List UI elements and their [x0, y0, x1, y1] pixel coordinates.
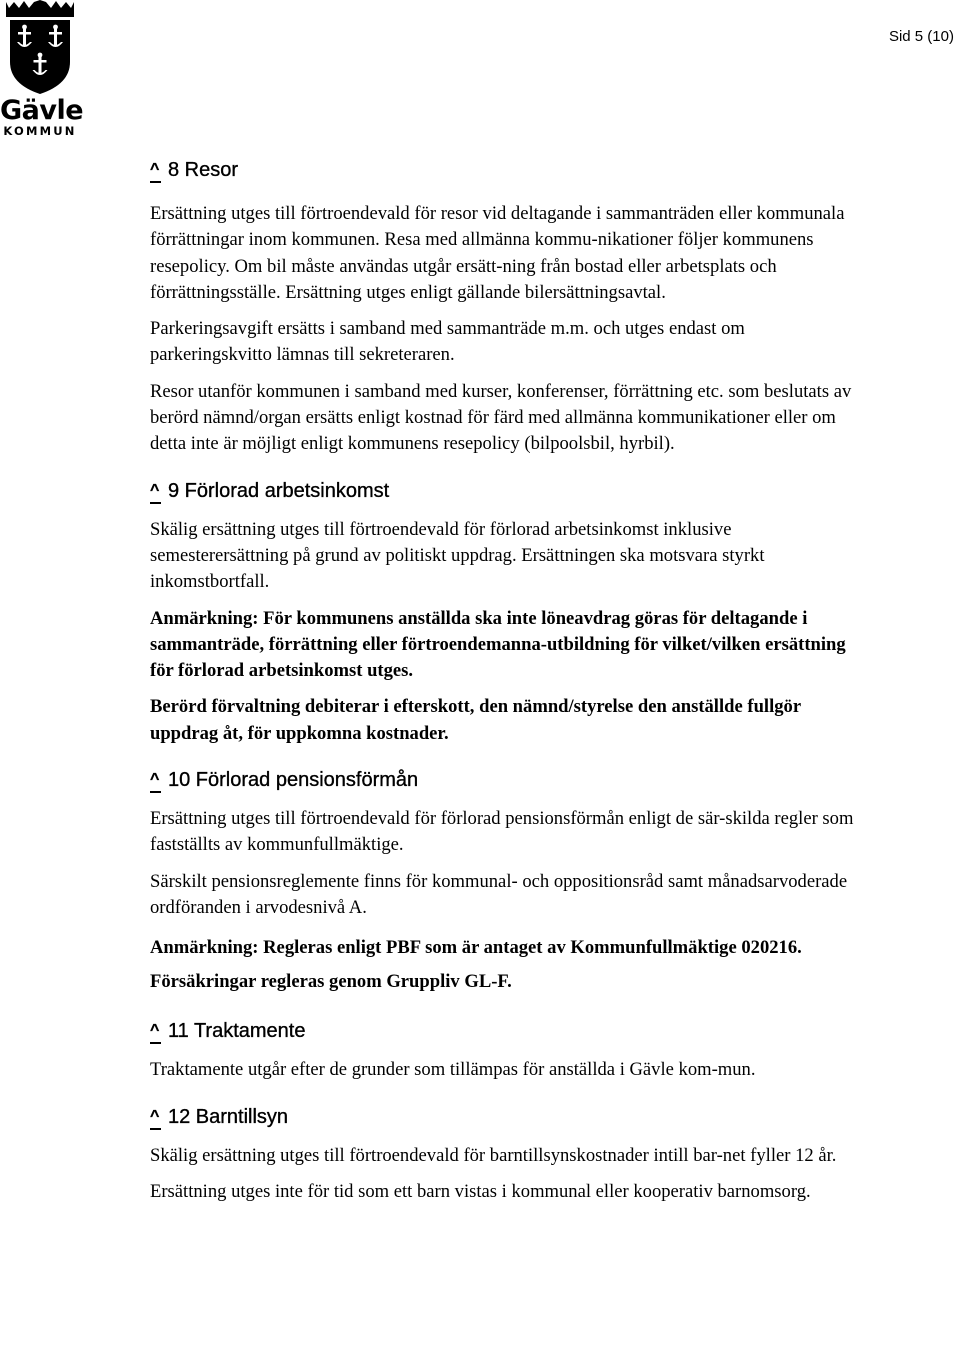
paragraph: Parkeringsavgift ersätts i samband med sammanträde m.m. och utges endast om parkeringskvitto lämnas till sekreteraren.	[150, 318, 745, 366]
heading-marker-icon: ^	[150, 161, 160, 178]
paragraph: Skälig ersättning utges till förtroendevald för förlorad arbetsinkomst inklusive semesterersättning på grund av politiskt uppdrag. Ersättningen ska motsvara styrkt inkomstbortfall.	[150, 518, 765, 593]
logo-wordmark: Gävle	[0, 95, 84, 126]
heading-marker-icon: ^	[150, 1022, 160, 1040]
coat-of-arms-icon	[0, 0, 80, 96]
paragraph: Skälig ersättning utges till förtroendevald för barntillsynskostnader intill bar-net fyller 12 år.	[150, 1144, 837, 1166]
heading-marker-icon: ^	[150, 1107, 160, 1125]
paragraph: Resor utanför kommunen i samband med kurser, konferenser, förrättning etc. som beslutats av berörd nämnd/organ ersätts enligt kostnad för färd med allmänna kommunikationer eller om detta inte är möjligt enligt kommunens resepolicy (bilpoolsbil, hyrbil).	[150, 380, 852, 455]
heading-marker-icon: ^	[150, 481, 160, 499]
gavle-kommun-logo	[0, 0, 84, 140]
page-number: Sid 5 (10)	[888, 28, 954, 45]
heading-marker-icon: ^	[150, 771, 160, 789]
section-heading: ^ 12 Barntillsyn	[150, 1105, 289, 1128]
paragraph: Ersättning utges inte för tid som ett barn vistas i kommunal eller kooperativ barnomsorg.	[150, 1180, 811, 1202]
paragraph: Ersättning utges till förtroendevald för förlorad pensionsförmån enligt de sär-skilda regler som fastställts av kommunfullmäktige.	[150, 808, 854, 856]
section-traktamente	[150, 1019, 870, 1083]
note-paragraph: Anmärkning: För kommunens anställda ska inte löneavdrag göras för deltagande i sammanträde, förrättning eller förtroendemanna-utbildning för vilket/vilken ersättning för förlorad arbetsinkomst utges.	[150, 607, 846, 682]
logo-subtext: KOMMUN	[3, 124, 77, 138]
document-body	[150, 158, 870, 1205]
section-heading: ^ 10 Förlorad pensionsförmån	[150, 769, 419, 792]
section-heading: ^ 8 Resor	[150, 159, 239, 181]
paragraph: Ersättning utges till förtroendevald för resor vid deltagande i sammanträden eller kommunala förrättningar inom kommunen. Resa med allmänna kommu-nikationer följer kommunens resepolicy. Om bil måste användas utgår ersätt-ning från bostad eller arbetsplats och förrättningsställe. Ersättning utges enligt gällande bilersättningsavtal.	[150, 203, 845, 303]
section-barntillsyn	[150, 1105, 870, 1206]
section-forlorad-pensionsforman	[150, 768, 870, 999]
section-resor	[150, 158, 870, 458]
paragraph: Traktamente utgår efter de grunder som tillämpas för anställda i Gävle kom-mun.	[150, 1059, 756, 1081]
section-heading: ^ 11 Traktamente	[150, 1020, 306, 1043]
note-paragraph: Anmärkning: Regleras enligt PBF som är antaget av Kommunfullmäktige 020216. Försäkringar regleras genom Gruppliv GL-F.	[150, 937, 802, 993]
note-paragraph: Berörd förvaltning debiterar i efterskott, den nämnd/styrelse den anställde fullgör uppdrag åt, för uppkomna kostnader.	[150, 696, 801, 744]
paragraph: Särskilt pensionsreglemente finns för kommunal- och oppositionsråd samt månadsarvoderade ordföranden i arvodesnivå A.	[150, 870, 848, 918]
section-forlorad-arbetsinkomst	[150, 479, 870, 747]
section-heading: ^ 9 Förlorad arbetsinkomst	[150, 479, 390, 502]
